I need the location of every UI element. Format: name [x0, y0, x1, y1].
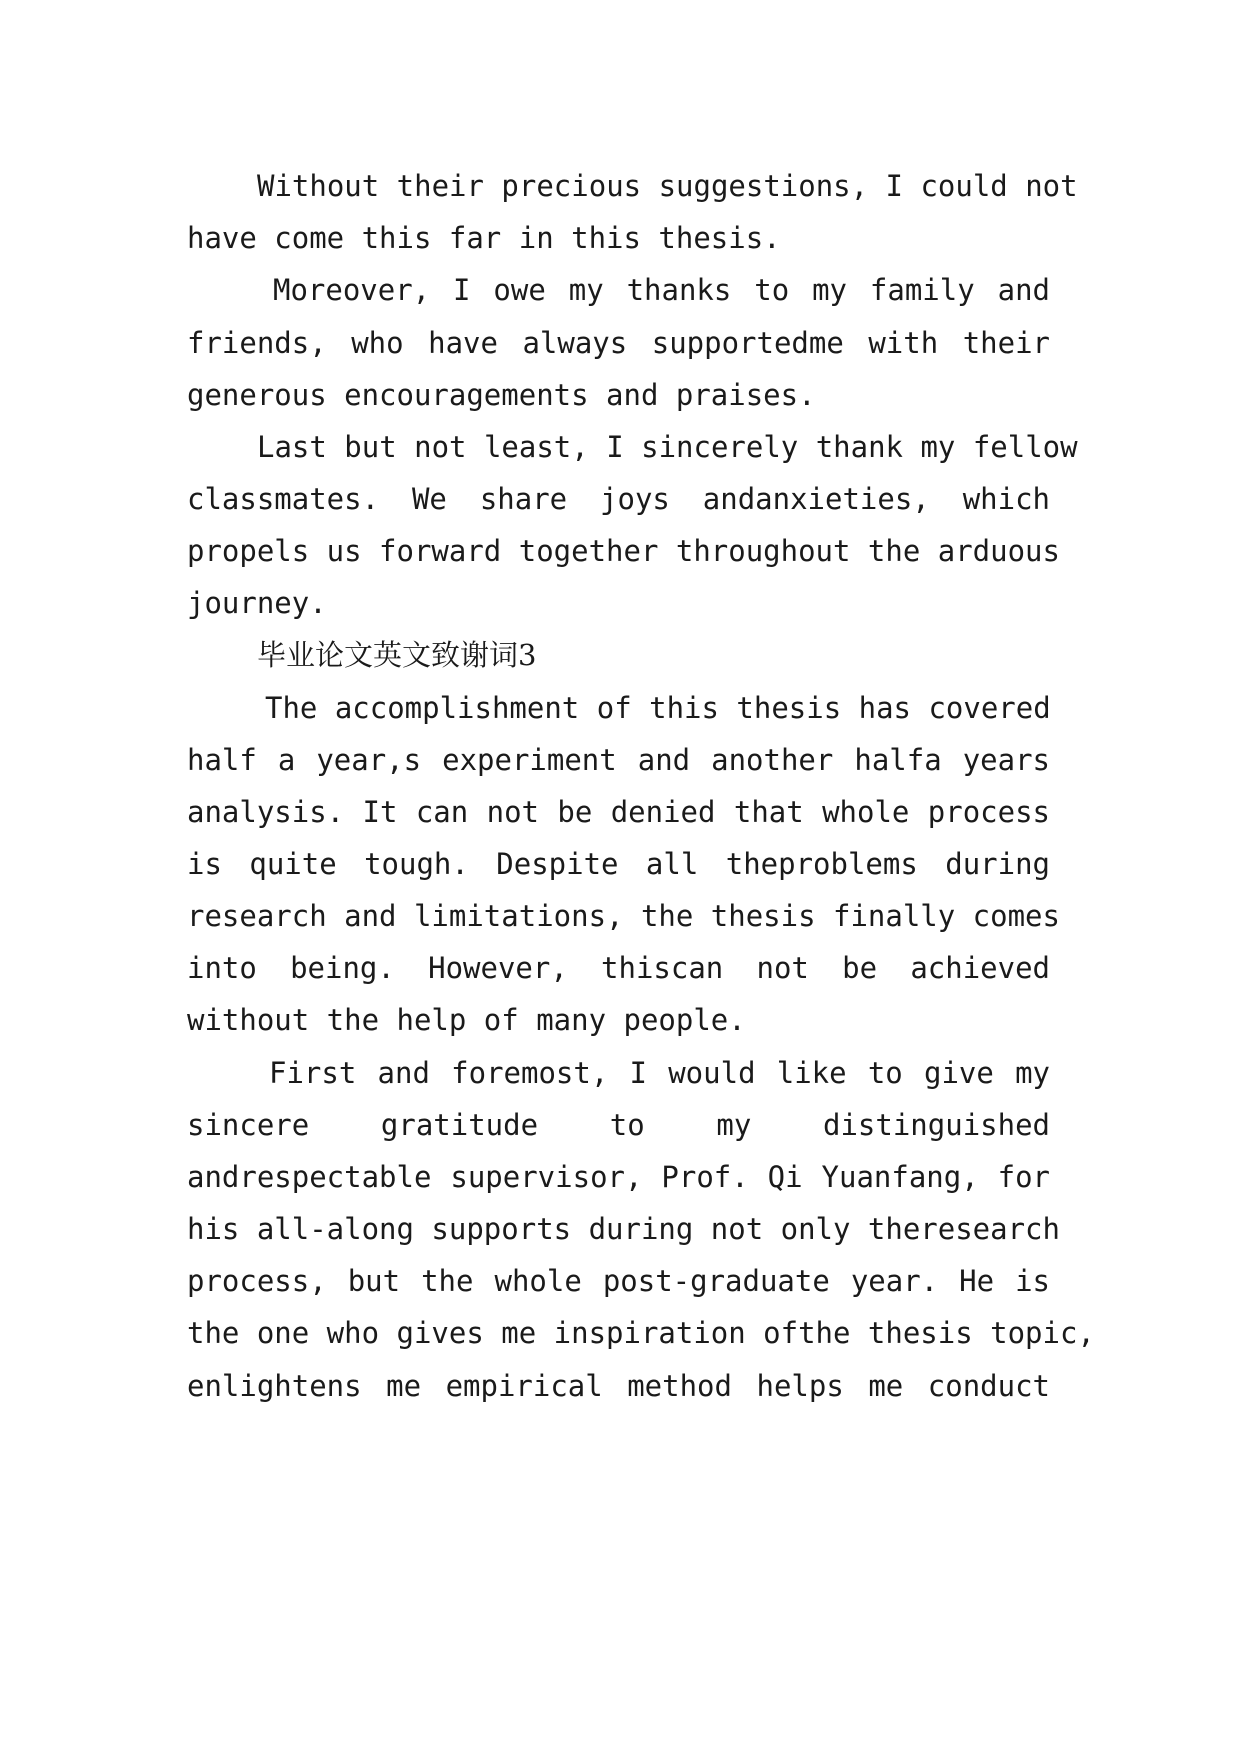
paragraph-line: propels us forward together throughout the arduous	[187, 534, 1060, 568]
paragraph-line: research and limitations, the thesis finally comes	[187, 899, 1060, 933]
section-heading: 毕业论文英文致谢词3	[257, 638, 537, 672]
paragraph-line: classmates. We share joys andanxieties, which	[187, 482, 1050, 516]
paragraph-line: sincere gratitude to my distinguished	[187, 1108, 1050, 1142]
paragraph-line: into being. However, thiscan not be achieved	[187, 951, 1050, 985]
paragraph-line: Last but not least, I sincerely thank my fellow	[257, 430, 1078, 464]
paragraph-line: generous encouragements and praises.	[187, 378, 816, 412]
paragraph-line: Moreover, I owe my thanks to my family and	[273, 273, 1050, 307]
paragraph-line: The accomplishment of this thesis has covered	[265, 691, 1051, 725]
paragraph-line: analysis. It can not be denied that whole process	[187, 795, 1050, 829]
paragraph-line: is quite tough. Despite all theproblems during	[187, 847, 1050, 881]
paragraph-line: friends, who have always supportedme with their	[187, 326, 1050, 360]
paragraph-line: First and foremost, I would like to give my	[269, 1056, 1050, 1090]
paragraph-line: enlightens me empirical method helps me conduct	[187, 1369, 1050, 1403]
paragraph-line: have come this far in this thesis.	[187, 221, 781, 255]
paragraph-line: andrespectable supervisor, Prof. Qi Yuanfang, for	[187, 1160, 1050, 1194]
paragraph-line: Without their precious suggestions, I could not	[257, 169, 1078, 203]
paragraph-line: his all-along supports during not only theresearch	[187, 1212, 1060, 1246]
paragraph-line: half a year,s experiment and another halfa years	[187, 743, 1050, 777]
paragraph-line: the one who gives me inspiration ofthe thesis topic,	[187, 1316, 1095, 1350]
paragraph-line: journey.	[187, 586, 327, 620]
paragraph-line: without the help of many people.	[187, 1003, 746, 1037]
paragraph-line: process, but the whole post-graduate year. He is	[187, 1264, 1050, 1298]
